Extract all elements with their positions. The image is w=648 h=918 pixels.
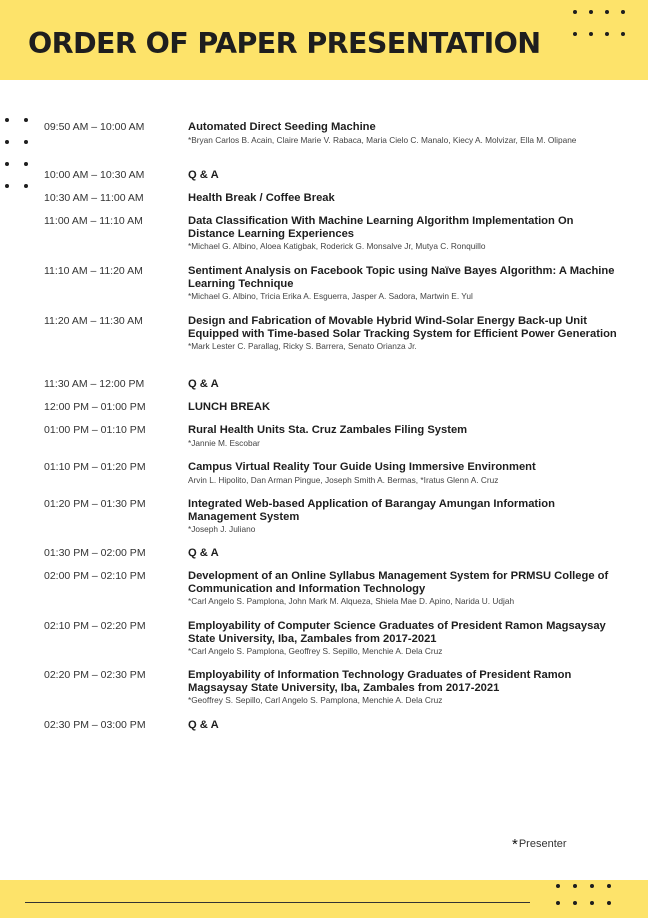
session-detail bbox=[188, 315, 618, 351]
session-detail bbox=[188, 461, 618, 485]
session-authors: *Joseph J. Juliano bbox=[188, 524, 256, 534]
session-title: Employability of Information Technology Graduates of President Ramon Magsaysay State University, Iba, Zambales from 2017-2021 bbox=[188, 669, 572, 694]
time-slot: 01:20 PM – 01:30 PM bbox=[44, 498, 146, 510]
session-authors: *Jannie M. Escobar bbox=[188, 437, 260, 448]
presenter-label: Presenter bbox=[518, 838, 567, 850]
session-detail bbox=[188, 121, 618, 145]
footer-band bbox=[0, 880, 648, 918]
session-detail bbox=[188, 570, 618, 606]
time-slot: 02:00 PM – 02:10 PM bbox=[44, 570, 146, 582]
session-title: Design and Fabrication of Movable Hybrid Wind-Solar Energy Back-up Unit Equipped with Time-based Solar Tracking System for Efficient Power Generation bbox=[188, 315, 617, 340]
time-slot: 02:10 PM – 02:20 PM bbox=[44, 620, 146, 632]
time-slot: 01:10 PM – 01:20 PM bbox=[44, 461, 146, 473]
session-detail bbox=[188, 169, 618, 182]
presenter-star-icon: * bbox=[512, 836, 518, 853]
session-detail bbox=[188, 265, 618, 301]
presenter-legend bbox=[512, 836, 567, 853]
footer-divider bbox=[25, 902, 530, 903]
time-slot: 09:50 AM – 10:00 AM bbox=[44, 121, 145, 133]
decorative-dots-bottom-right bbox=[556, 884, 611, 905]
time-slot: 11:20 AM – 11:30 AM bbox=[44, 315, 143, 327]
time-slot: 10:00 AM – 10:30 AM bbox=[44, 169, 145, 181]
session-detail bbox=[188, 378, 618, 391]
session-title: Data Classification With Machine Learning Algorithm Implementation On Distance Learning Experiences bbox=[188, 215, 574, 240]
session-title: Automated Direct Seeding Machine bbox=[188, 121, 376, 133]
session-title: LUNCH BREAK bbox=[188, 401, 271, 413]
session-detail bbox=[188, 498, 618, 534]
session-detail bbox=[188, 669, 618, 705]
time-slot: 11:10 AM – 11:20 AM bbox=[44, 265, 143, 277]
time-slot: 01:00 PM – 01:10 PM bbox=[44, 424, 146, 436]
session-authors: Arvin L. Hipolito, Dan Arman Pingue, Joseph Smith A. Bermas, *Iratus Glenn A. Cruz bbox=[188, 474, 499, 485]
session-detail bbox=[188, 192, 618, 205]
session-authors: *Michael G. Albino, Tricia Erika A. Esguerra, Jasper A. Sadora, Martwin E. Yul bbox=[188, 291, 473, 301]
decorative-dots-top-right bbox=[573, 10, 625, 36]
session-detail bbox=[188, 547, 618, 560]
page-title: ORDER OF PAPER PRESENTATION bbox=[28, 27, 541, 60]
time-slot: 12:00 PM – 01:00 PM bbox=[44, 401, 146, 413]
session-title: Campus Virtual Reality Tour Guide Using Immersive Environment bbox=[188, 461, 536, 473]
session-title: Rural Health Units Sta. Cruz Zambales Filing System bbox=[188, 424, 468, 436]
session-title: Integrated Web-based Application of Barangay Amungan Information Management System bbox=[188, 498, 555, 523]
session-authors: *Bryan Carlos B. Acain, Claire Marie V. Rabaca, Maria Cielo C. Manalo, Kiecy A. Molvizar, Ella M. Olipane bbox=[188, 134, 577, 145]
session-detail bbox=[188, 215, 618, 251]
session-title: Employability of Computer Science Graduates of President Ramon Magsaysay State University, Iba, Zambales from 2017-2021 bbox=[188, 620, 606, 645]
time-slot: 11:00 AM – 11:10 AM bbox=[44, 215, 143, 227]
session-title: Q & A bbox=[188, 169, 219, 181]
time-slot: 02:30 PM – 03:00 PM bbox=[44, 719, 146, 731]
session-detail bbox=[188, 719, 618, 732]
session-detail bbox=[188, 401, 618, 414]
session-detail bbox=[188, 424, 618, 448]
session-title: Health Break / Coffee Break bbox=[188, 192, 335, 204]
session-title: Q & A bbox=[188, 719, 219, 731]
session-title: Sentiment Analysis on Facebook Topic using Naïve Bayes Algorithm: A Machine Learning Technique bbox=[188, 265, 615, 290]
time-slot: 02:20 PM – 02:30 PM bbox=[44, 669, 146, 681]
session-authors: *Geoffrey S. Sepillo, Carl Angelo S. Pamplona, Menchie A. Dela Cruz bbox=[188, 695, 443, 705]
session-authors: *Carl Angelo S. Pamplona, John Mark M. Alqueza, Shiela Mae D. Apino, Narida U. Udjah bbox=[188, 596, 515, 606]
time-slot: 11:30 AM – 12:00 PM bbox=[44, 378, 145, 390]
time-slot: 01:30 PM – 02:00 PM bbox=[44, 547, 146, 559]
session-title: Q & A bbox=[188, 547, 219, 559]
session-detail bbox=[188, 620, 618, 656]
session-authors: *Michael G. Albino, Aloea Katigbak, Roderick G. Monsalve Jr, Mutya C. Ronquillo bbox=[188, 241, 486, 251]
session-title: Q & A bbox=[188, 378, 219, 390]
session-authors: *Carl Angelo S. Pamplona, Geoffrey S. Sepillo, Menchie A. Dela Cruz bbox=[188, 646, 443, 656]
time-slot: 10:30 AM – 11:00 AM bbox=[44, 192, 144, 204]
session-authors: *Mark Lester C. Parallag, Ricky S. Barrera, Senato Orianza Jr. bbox=[188, 341, 417, 351]
decorative-dots-left bbox=[5, 118, 28, 188]
session-title: Development of an Online Syllabus Management System for PRMSU College of Communication and Information Technology bbox=[188, 570, 609, 595]
